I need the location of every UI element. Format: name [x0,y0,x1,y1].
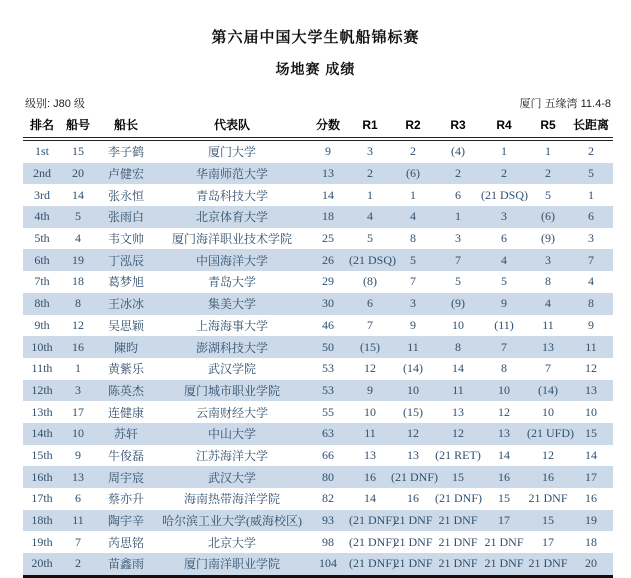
table-cell: 4 [367,209,373,224]
table-cell: 11 [72,513,84,528]
table-cell: 12 [407,426,419,441]
table-cell: 55 [322,404,334,419]
table-cell: 21 DNF [484,556,524,571]
table-cell: 19 [72,252,84,267]
table-cell: 北京大学 [207,535,256,550]
table-cell: 澎湖科技大学 [195,340,268,355]
table-row [23,401,613,423]
table-cell: 19 [585,513,597,528]
table-cell: (21 RET) [435,447,481,462]
table-cell: (21 DSQ) [481,187,528,202]
table-cell: 16 [364,469,376,484]
table-cell: 18 [322,209,334,224]
table-cell: 2 [367,166,373,181]
table-cell: 陈英杰 [107,383,144,398]
table-cell: 14th [31,426,53,441]
table-cell: 6 [75,491,81,506]
table-cell: 苏轩 [113,427,138,442]
table-row [23,315,613,337]
table-cell: 3 [455,231,461,246]
table-row [23,228,613,250]
table-cell: 20 [585,556,597,571]
table-cell: (21 UFD) [527,426,574,441]
table-cell: 11th [31,361,53,376]
table-cell: 4th [34,209,50,224]
table-cell: 9 [588,317,594,332]
table-cell: 2 [410,144,416,159]
table-cell: 上海海事大学 [195,318,268,333]
venue-label: 厦门 五缘湾 11.4-8 [519,98,611,110]
table-cell: 7 [501,339,507,354]
column-header: 排名 [23,113,61,139]
table-cell: 李子鹤 [107,145,144,160]
table-row [23,488,613,510]
table-cell: 104 [319,556,337,571]
table-cell: 1 [410,187,416,202]
table-cell: 17 [498,513,510,528]
table-cell: 13 [585,382,597,397]
table-cell: 10th [31,339,53,354]
table-cell: 15 [72,144,84,159]
table-cell: 周宇宸 [107,470,144,485]
table-cell: 2 [588,144,594,159]
table-cell: 7 [410,274,416,289]
column-header: 船号 [61,113,95,139]
table-cell: 厦门南洋职业学院 [183,557,280,572]
table-cell: 13 [364,447,376,462]
table-cell: 陶宇辛 [107,514,144,529]
table-cell: 7 [545,361,551,376]
table-cell: 13 [72,469,84,484]
column-header: 代表队 [157,113,307,139]
table-cell: (4) [451,144,465,159]
table-cell: 30 [322,296,334,311]
column-header: R5 [527,113,569,139]
table-cell: 厦门城市职业学院 [183,383,280,398]
table-cell: 5th [34,231,50,246]
table-cell: 93 [322,513,334,528]
table-body [23,139,613,576]
table-cell: 北京体育大学 [195,210,268,225]
table-cell: 6 [455,187,461,202]
table-cell: (15) [360,339,380,354]
table-cell: 8 [410,231,416,246]
table-cell: 王冰冰 [107,297,144,312]
table-cell: 21 DNF [438,556,478,571]
table-cell: 10 [542,404,554,419]
table-cell: 17 [72,404,84,419]
table-row [23,358,613,380]
table-cell: 12 [72,317,84,332]
table-cell: 1 [455,209,461,224]
table-cell: 9 [501,296,507,311]
table-cell: 8th [34,296,50,311]
table-cell: 15 [452,469,464,484]
table-cell: 牛俊磊 [107,448,144,463]
table-cell: 哈尔滨工业大学(威海校区) [162,514,302,529]
table-cell: 98 [322,534,334,549]
table-cell: (6) [541,209,555,224]
table-cell: 1 [588,187,594,202]
table-cell: 5 [501,274,507,289]
table-cell: 13 [452,404,464,419]
table-cell: 江苏海洋大学 [195,448,268,463]
table-cell: 50 [322,339,334,354]
table-cell: 云南财经大学 [195,405,268,420]
table-row [23,163,613,185]
column-header: R2 [391,113,435,139]
table-cell: 14 [364,491,376,506]
table-cell: 张永恒 [107,188,144,203]
table-row [23,184,613,206]
table-cell: 10 [452,317,464,332]
table-cell: 陳昀 [113,340,138,355]
table-cell: 青岛大学 [207,275,256,290]
meta-row [25,95,611,111]
table-cell: 11 [452,382,464,397]
table-cell: (8) [363,274,377,289]
table-cell: 张雨白 [107,210,144,225]
table-cell: 3 [588,231,594,246]
table-cell: 2 [501,166,507,181]
table-cell: 6 [588,209,594,224]
table-cell: 蔡亦升 [107,492,144,507]
table-cell: 18 [585,534,597,549]
table-cell: 15 [498,491,510,506]
table-cell: 中国海洋大学 [195,253,268,268]
table-cell: 吴思颖 [107,318,144,333]
table-cell: 2 [75,556,81,571]
table-row [23,466,613,488]
table-cell: 26 [322,252,334,267]
column-header: 长距离 [569,113,613,139]
table-cell: 13 [542,339,554,354]
table-cell: 15 [585,426,597,441]
table-cell: 18 [72,274,84,289]
table-cell: 9 [325,144,331,159]
table-cell: 14 [498,447,510,462]
table-cell: 韦文帅 [107,232,144,247]
table-cell: 25 [322,231,334,246]
table-cell: 9 [75,447,81,462]
table-cell: 10 [585,404,597,419]
table-cell: 12th [31,382,53,397]
table-cell: (6) [406,166,420,181]
table-cell: 7 [75,534,81,549]
table-cell: 3 [545,252,551,267]
table-cell: 武汉学院 [207,362,256,377]
table-cell: 厦门海洋职业技术学院 [171,232,292,247]
table-row [23,423,613,445]
table-cell: 黄紫乐 [107,362,144,377]
table-cell: 1 [501,144,507,159]
table-cell: (21 DNF) [435,491,482,506]
table-cell: (15) [403,404,423,419]
table-cell: 葛梦旭 [107,275,144,290]
table-row [23,336,613,358]
table-cell: 17 [542,534,554,549]
table-cell: 53 [322,361,334,376]
table-cell: 21 DNF [393,556,433,571]
table-cell: 66 [322,447,334,462]
table-cell: 21 DNF [484,534,524,549]
table-cell: 4 [410,209,416,224]
table-row [23,510,613,532]
table-cell: 连健康 [107,405,144,420]
table-row [23,293,613,315]
table-cell: 9 [367,382,373,397]
column-header: 分数 [307,113,349,139]
table-cell: 6th [34,252,50,267]
table-cell: 10 [407,382,419,397]
table-row [23,139,613,163]
table-cell: 12 [498,404,510,419]
table-row [23,445,613,467]
table-cell: 53 [322,382,334,397]
table-cell: 13 [498,426,510,441]
table-cell: 46 [322,317,334,332]
table-cell: 14 [452,361,464,376]
table-cell: 12 [585,361,597,376]
table-cell: 3 [367,144,373,159]
table-cell: 3 [410,296,416,311]
table-row [23,271,613,293]
table-cell: (9) [451,296,465,311]
table-cell: 16 [498,469,510,484]
table-cell: 29 [322,274,334,289]
table-cell: 厦门大学 [207,145,256,160]
table-cell: 2nd [33,166,51,181]
column-header: R4 [481,113,527,139]
table-cell: 3 [501,209,507,224]
table-cell: 6 [501,231,507,246]
table-cell: 14 [72,187,84,202]
table-cell: 青岛科技大学 [195,188,268,203]
table-cell: 13 [407,447,419,462]
table-cell: (21 DNF) [349,556,396,571]
results-table [23,113,613,578]
table-cell: 5 [455,274,461,289]
table-cell: 8 [588,296,594,311]
page-subtitle: 场地赛 成绩 [275,61,356,77]
table-cell: 21 DNF [438,534,478,549]
table-cell: 15 [542,513,554,528]
table-cell: 19th [31,534,53,549]
table-cell: 5 [75,209,81,224]
table-cell: 4 [588,274,594,289]
table-row [23,249,613,271]
table-cell: 华南师范大学 [195,167,268,182]
table-cell: (21 DNF) [349,534,396,549]
table-cell: 3 [75,382,81,397]
table-cell: 1st [34,144,49,159]
table-cell: 10 [364,404,376,419]
table-cell: 集美大学 [207,297,256,312]
table-cell: (11) [494,317,514,332]
table-cell: 1 [75,361,81,376]
table-cell: 9 [410,317,416,332]
table-cell: 20 [72,166,84,181]
table-cell: 16 [72,339,84,354]
table-cell: 20th [31,556,53,571]
table-cell: 丁泓辰 [107,253,144,268]
table-header [23,113,613,139]
table-cell: 21 DNF [528,491,568,506]
table-cell: 18th [31,513,53,528]
table-cell: 苗鑫雨 [107,557,144,572]
table-row [23,206,613,228]
table-cell: 5 [588,166,594,181]
table-cell: 63 [322,426,334,441]
column-header: R3 [435,113,481,139]
table-cell: 5 [410,252,416,267]
table-cell: 14 [585,447,597,462]
table-cell: 16 [585,491,597,506]
table-cell: 3rd [34,187,50,202]
table-cell: 8 [75,296,81,311]
table-cell: (9) [541,231,555,246]
table-cell: 8 [501,361,507,376]
table-cell: 5 [545,187,551,202]
table-cell: 11 [542,317,554,332]
table-cell: 4 [75,231,81,246]
table-cell: 2 [455,166,461,181]
table-cell: 6 [367,296,373,311]
table-cell: 11 [585,339,597,354]
table-cell: 4 [501,252,507,267]
table-cell: 4 [545,296,551,311]
table-cell: 芮思铭 [107,535,144,550]
page-title: 第六届中国大学生帆船锦标赛 [211,29,420,46]
table-cell: (21 DNF) [349,513,396,528]
table-header-row [23,113,613,139]
table-cell: 卢健宏 [107,167,144,182]
table-cell: 11 [407,339,419,354]
table-cell: 16th [31,469,53,484]
table-cell: 8 [545,274,551,289]
table-cell: 7 [367,317,373,332]
table-cell: 12 [364,361,376,376]
table-row [23,531,613,553]
table-cell: 5 [367,231,373,246]
table-cell: 12 [452,426,464,441]
table-cell: (21 DNF) [391,469,438,484]
table-cell: 7 [588,252,594,267]
column-header: 船长 [95,113,157,139]
table-cell: 21 DNF [393,513,433,528]
table-cell: 11 [364,426,376,441]
table-cell: (14) [538,382,558,397]
table-cell: 21 DNF [528,556,568,571]
table-row [23,380,613,402]
column-header: R1 [349,113,391,139]
table-cell: (21 DSQ) [349,252,396,267]
table-cell: 7th [34,274,50,289]
table-cell: 80 [322,469,334,484]
table-cell: 12 [542,447,554,462]
table-cell: 16 [542,469,554,484]
table-cell: 2 [545,166,551,181]
table-cell: 武汉大学 [207,470,256,485]
table-cell: 17 [585,469,597,484]
table-cell: 8 [455,339,461,354]
table-cell: 21 DNF [438,513,478,528]
table-cell: 13th [31,404,53,419]
table-cell: 10 [498,382,510,397]
table-cell: 7 [455,252,461,267]
table-cell: 中山大学 [207,427,256,442]
class-label: 级别: J80 级 [25,98,85,110]
table-row [23,553,613,576]
table-cell: 16 [407,491,419,506]
table-cell: 海南热带海洋学院 [183,492,280,507]
table-cell: 10 [72,426,84,441]
table-cell: 1 [367,187,373,202]
table-cell: 13 [322,166,334,181]
table-cell: 9th [34,317,50,332]
table-cell: (14) [403,361,423,376]
table-cell: 1 [545,144,551,159]
table-cell: 82 [322,491,334,506]
table-cell: 17th [31,491,53,506]
table-cell: 14 [322,187,334,202]
table-cell: 21 DNF [393,534,433,549]
table-cell: 15th [31,447,53,462]
